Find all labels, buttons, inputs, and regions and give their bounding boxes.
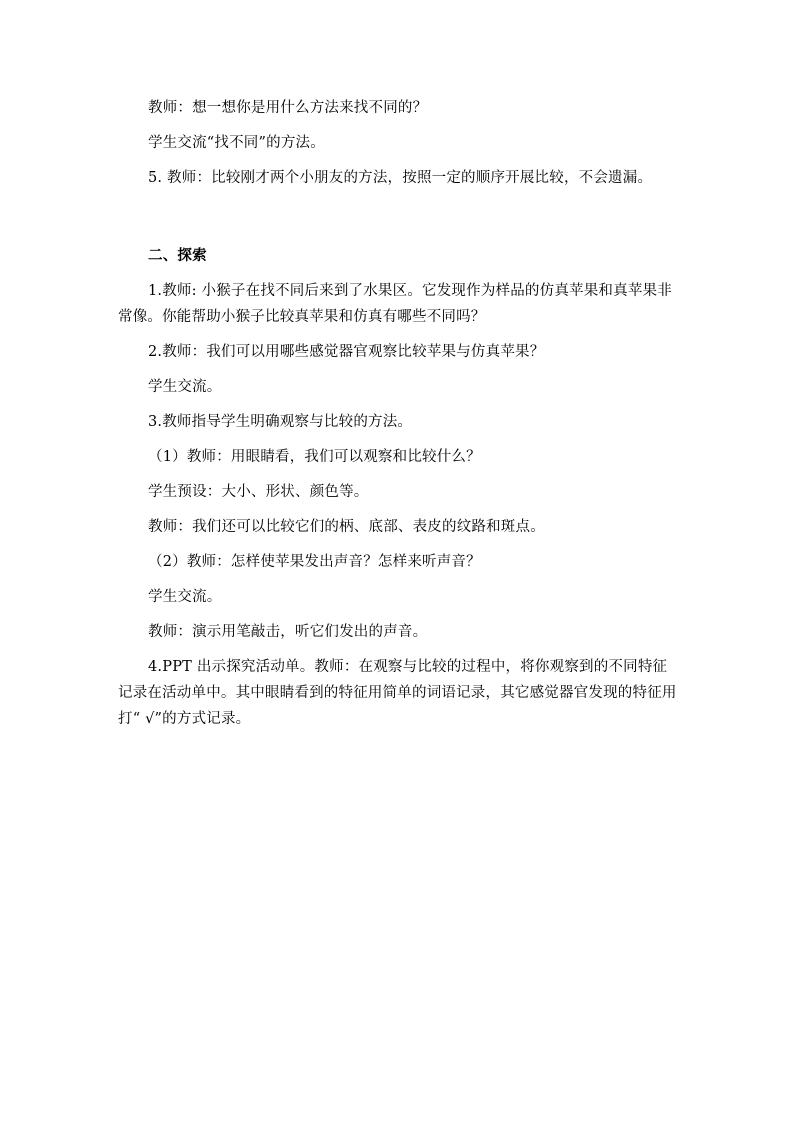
paragraph-3: 5. 教师：比较刚才两个小朋友的方法，按照一定的顺序开展比较，不会遗漏。 [148, 170, 653, 186]
section-paragraph-4: 3.教师指导学生明确观察与比较的方法。 [148, 414, 413, 430]
paragraph-2: 学生交流“找不同”的方法。 [148, 135, 325, 151]
section-paragraph-6: 学生预设：大小、形状、颜色等。 [148, 484, 369, 500]
section-paragraph-10: 教师：演示用笔敲击，听它们发出的声音。 [148, 624, 428, 640]
section-paragraph-9: 学生交流。 [148, 589, 222, 605]
section-paragraph-3: 学生交流。 [148, 379, 222, 395]
section-paragraph-11: 4.PPT 出示探究活动单。教师：在观察与比较的过程中，将你观察到的不同特征记录在活动单中。其中眼睛看到的特征用简单的词语记录，其它感觉器官发现的特征用打“ √”的方式记录。 [118, 659, 677, 727]
section-paragraph-2: 2.教师：我们可以用哪些感觉器官观察比较苹果与仿真苹果？ [148, 344, 545, 360]
section-paragraph-8: （2）教师：怎样使苹果发出声音？怎样来听声音？ [148, 554, 481, 570]
section-paragraph-7: 教师：我们还可以比较它们的柄、底部、表皮的纹路和斑点。 [148, 519, 545, 535]
section-paragraph-5: （1）教师：用眼睛看，我们可以观察和比较什么？ [148, 449, 481, 465]
paragraph-1: 教师：想一想你是用什么方法来找不同的？ [148, 100, 428, 116]
section-heading: 二、探索 [148, 248, 207, 264]
section-paragraph-1: 1.教师: 小猴子在找不同后来到了水果区。它发现作为样品的仿真苹果和真苹果非常像。你能帮助小猴子比较真苹果和仿真有哪些不同吗？ [118, 283, 672, 325]
document-body [118, 95, 678, 732]
